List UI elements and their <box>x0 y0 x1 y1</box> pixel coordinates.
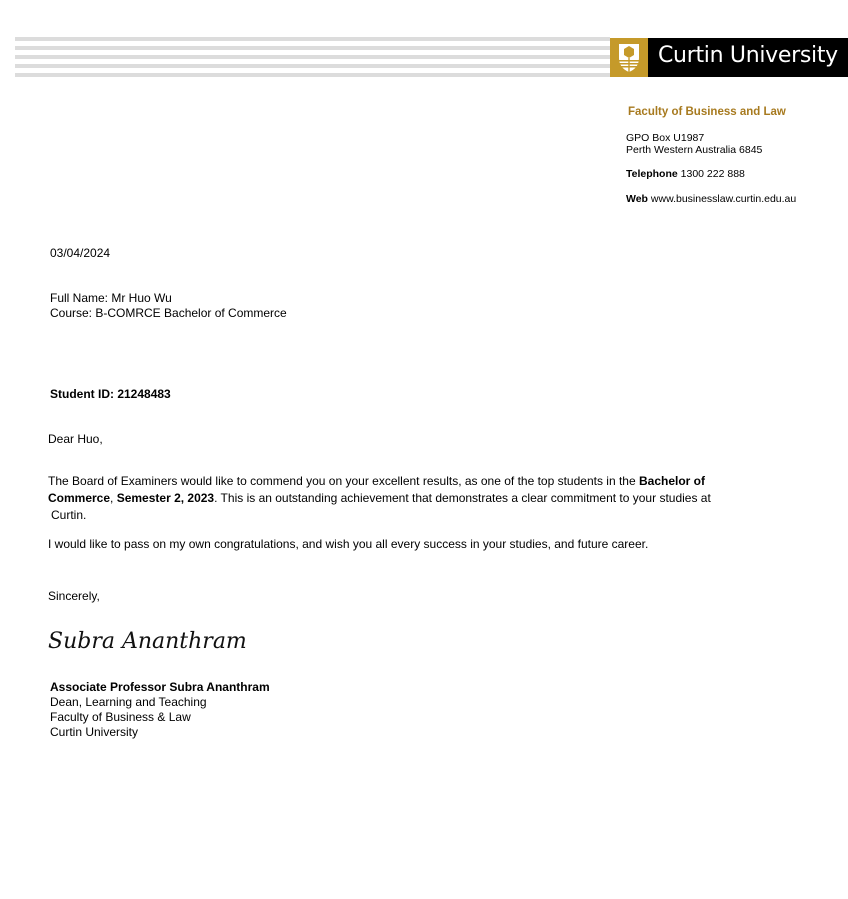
letter-date: 03/04/2024 <box>50 246 111 260</box>
signature-text: Subra Ananthram <box>48 629 247 654</box>
para-bold: Semester 2, 2023 <box>116 491 215 505</box>
signer-faculty: Faculty of Business & Law <box>50 710 191 724</box>
web-label: Web <box>626 193 648 205</box>
address-line-2: Perth Western Australia 6845 <box>626 144 763 156</box>
telephone <box>626 168 745 181</box>
student-id: Student ID: 21248483 <box>50 387 171 401</box>
closing: Sincerely, <box>48 589 100 603</box>
para-bold: Bachelor of <box>639 474 706 488</box>
para-text: , <box>110 491 117 505</box>
university-logo <box>648 38 848 77</box>
full-name: Full Name: Mr Huo Wu <box>50 291 172 305</box>
faculty-name: Faculty of Business and Law <box>628 106 786 118</box>
address-line-1: GPO Box U1987 <box>626 132 705 144</box>
salutation: Dear Huo, <box>48 432 103 446</box>
web-value[interactable]: www.businesslaw.curtin.edu.au <box>650 193 797 205</box>
signer-name: Associate Professor Subra Ananthram <box>50 680 270 694</box>
telephone-label: Telephone <box>626 168 678 180</box>
course: Course: B-COMRCE Bachelor of Commerce <box>50 306 287 320</box>
signer-title: Dean, Learning and Teaching <box>50 695 207 709</box>
university-name: Curtin University <box>658 43 838 68</box>
header-stripes <box>15 37 610 77</box>
paragraph-1-line-3: Curtin. <box>51 508 87 522</box>
paragraph-1-line-2 <box>48 491 711 506</box>
signer-org: Curtin University <box>50 725 139 739</box>
web <box>626 193 796 206</box>
para-bold: Commerce <box>48 491 111 505</box>
para-text: The Board of Examiners would like to commend you on your excellent results, as one of the top students in the <box>48 474 639 488</box>
para-text: . This is an outstanding achievement that demonstrates a clear commitment to your studies at <box>214 491 711 505</box>
paragraph-2: I would like to pass on my own congratulations, and wish you all every success in your studies, and future career. <box>48 537 649 551</box>
paragraph-1-line-1 <box>48 474 705 489</box>
signature <box>48 626 248 661</box>
university-crest-icon <box>610 38 648 77</box>
telephone-value: 1300 222 888 <box>680 168 745 180</box>
